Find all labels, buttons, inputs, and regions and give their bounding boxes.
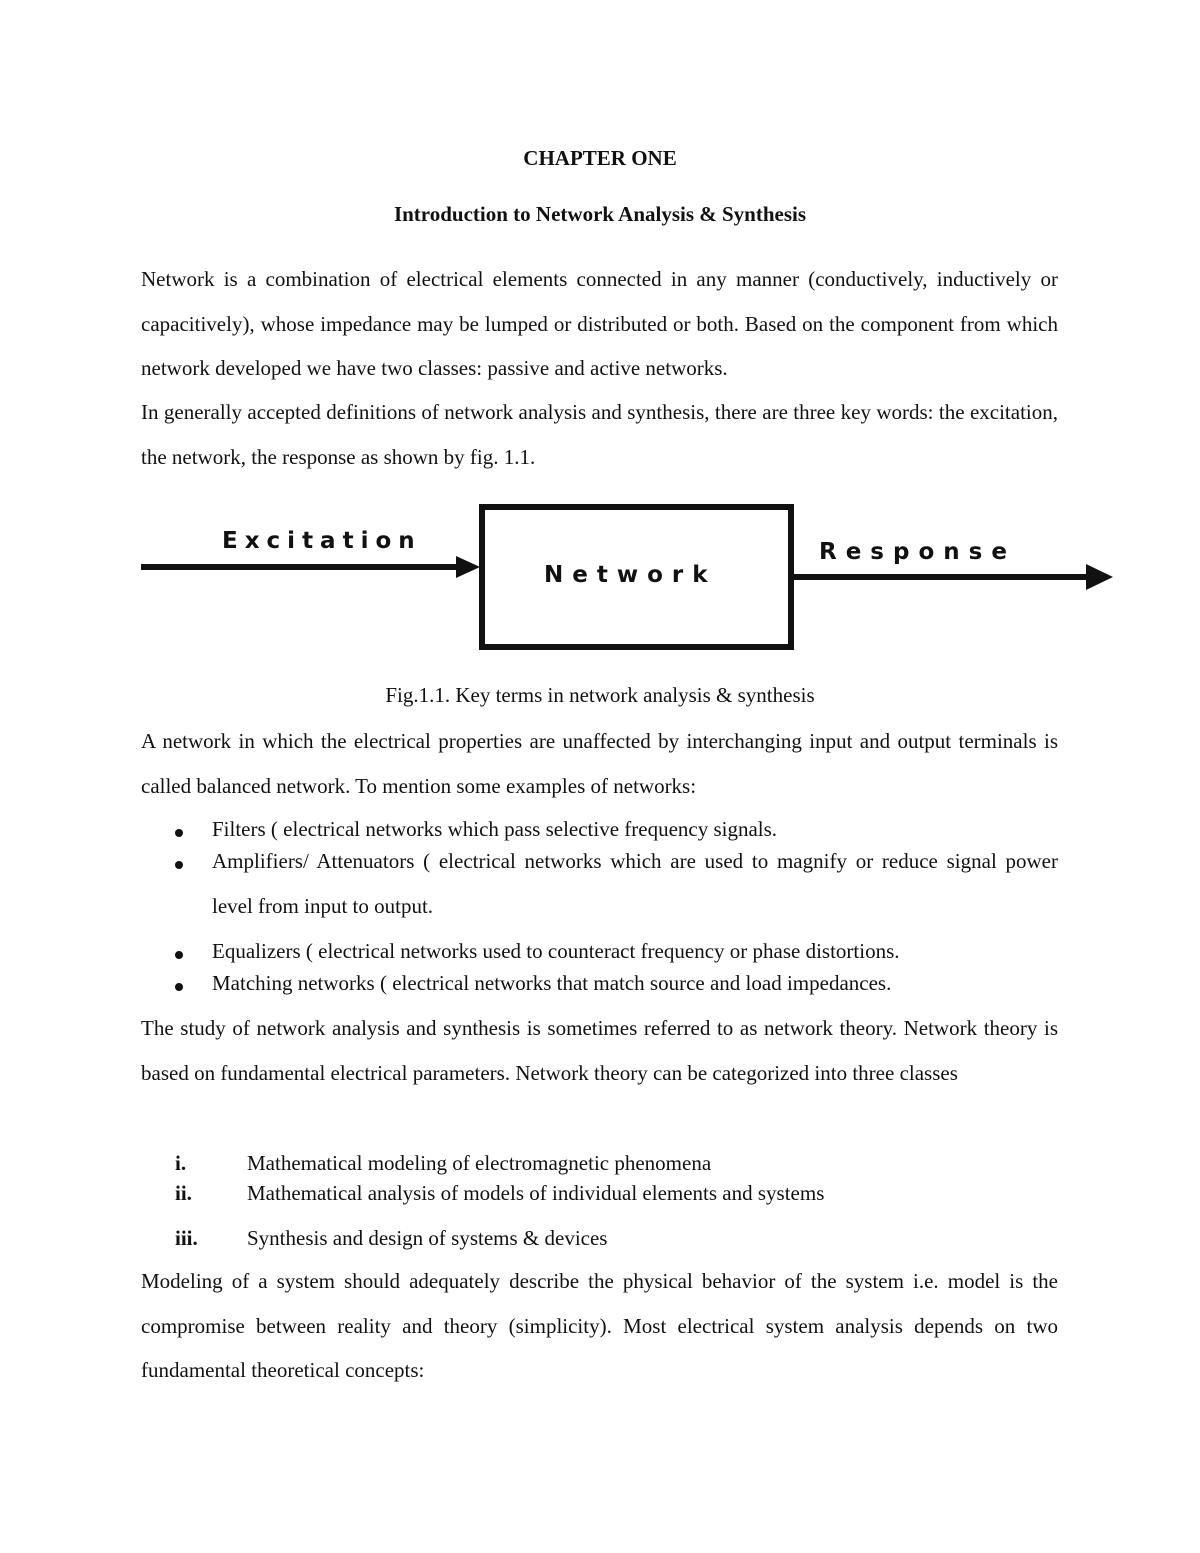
list-item-text: Filters ( electrical networks which pass selective frequency signals.: [212, 817, 778, 841]
list-item-text: Matching networks ( electrical networks that match source and load impedances.: [212, 971, 892, 995]
bullet-icon: [175, 829, 183, 837]
network-theory-paragraph: The study of network analysis and synthesis is sometimes referred to as network theory. Network theory is based on fundamental electrical parameters. Network theory can be categorized into three classes: [141, 1016, 1058, 1085]
list-item-text: Mathematical analysis of models of individual elements and systems: [247, 1181, 825, 1205]
list-item-text: Synthesis and design of systems & devices: [247, 1226, 608, 1250]
list-item-text: Equalizers ( electrical networks used to counteract frequency or phase distortions.: [212, 939, 900, 963]
intro-paragraph-2: In generally accepted definitions of network analysis and synthesis, there are three key words: the excitation, the network, the response as shown by fig. 1.1.: [141, 400, 1058, 469]
network-label: Network: [544, 562, 717, 588]
modeling-paragraph: Modeling of a system should adequately describe the physical behavior of the system i.e. model is the compromise between reality and theory (simplicity). Most electrical system analysis depends on two fundamental theoretical concepts:: [141, 1269, 1058, 1382]
bullet-icon: [175, 951, 183, 959]
chapter-title: Introduction to Network Analysis & Synthesis: [393, 202, 807, 226]
intro-paragraph-1: Network is a combination of electrical elements connected in any manner (conductively, inductively or capacitively), whose impedance may be lumped or distributed or both. Based on the component from which network developed we have two classes: passive and active networks.: [141, 267, 1058, 380]
figure-caption: Fig.1.1. Key terms in network analysis & synthesis: [385, 683, 815, 707]
bullet-icon: [175, 861, 183, 869]
response-arrow-head: [1086, 564, 1113, 590]
list-item-text: Amplifiers/ Attenuators ( electrical networks which are used to magnify or reduce signal power level from input to output.: [212, 849, 1058, 918]
balanced-network-paragraph: A network in which the electrical properties are unaffected by interchanging input and output terminals is called balanced network. To mention some examples of networks:: [141, 729, 1058, 798]
bullet-icon: [175, 983, 183, 991]
excitation-label: Excitation: [222, 528, 422, 554]
list-item-text: Mathematical modeling of electromagnetic phenomena: [247, 1151, 712, 1175]
list-number: ii.: [175, 1181, 192, 1205]
list-number: i.: [175, 1151, 187, 1175]
response-label: Response: [819, 539, 1016, 565]
chapter-heading: CHAPTER ONE: [523, 146, 677, 170]
list-number: iii.: [175, 1226, 198, 1250]
